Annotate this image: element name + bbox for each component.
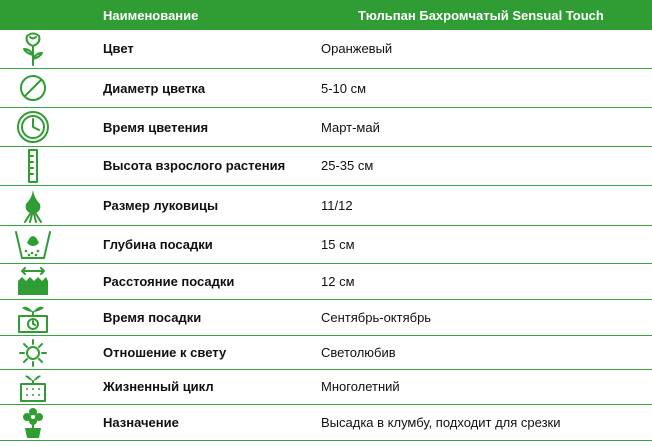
table-row bbox=[0, 108, 652, 147]
lifecycle-calendar-icon bbox=[10, 370, 56, 404]
row-value: 11/12 bbox=[321, 198, 353, 213]
row-value: Высадка в клумбу, подходит для срезки bbox=[321, 415, 561, 430]
diameter-icon bbox=[10, 69, 56, 107]
table-header bbox=[0, 0, 652, 30]
planting-distance-icon bbox=[10, 264, 56, 299]
row-value: Сентябрь-октябрь bbox=[321, 310, 432, 325]
table-row bbox=[0, 226, 652, 264]
row-label: Диаметр цветка bbox=[103, 81, 206, 96]
row-label: Отношение к свету bbox=[103, 345, 227, 360]
table-row bbox=[0, 264, 652, 300]
row-value: 12 см bbox=[321, 274, 355, 289]
row-label: Размер луковицы bbox=[103, 198, 219, 213]
flower-pot-icon bbox=[10, 405, 56, 440]
row-value: 25-35 см bbox=[321, 158, 374, 173]
table-row bbox=[0, 147, 652, 186]
table-row bbox=[0, 405, 652, 441]
row-label: Время посадки bbox=[103, 310, 202, 325]
row-value: 15 см bbox=[321, 237, 355, 252]
rose-icon bbox=[10, 30, 56, 68]
table-row bbox=[0, 186, 652, 226]
row-value: Оранжевый bbox=[321, 41, 393, 56]
clock-icon bbox=[10, 108, 56, 146]
sun-icon bbox=[10, 336, 56, 369]
row-label: Жизненный цикл bbox=[103, 379, 214, 394]
row-label: Высота взрослого растения bbox=[103, 158, 286, 173]
row-value: Март-май bbox=[321, 120, 380, 135]
table-row bbox=[0, 300, 652, 336]
row-value: Светолюбив bbox=[321, 345, 396, 360]
table-row bbox=[0, 336, 652, 370]
row-label: Глубина посадки bbox=[103, 237, 213, 252]
row-label: Назначение bbox=[103, 415, 179, 430]
row-label: Расстояние посадки bbox=[103, 274, 235, 289]
row-label: Цвет bbox=[103, 41, 134, 56]
table-row bbox=[0, 30, 652, 69]
planting-depth-icon bbox=[10, 226, 56, 263]
row-value: 5-10 см bbox=[321, 81, 367, 96]
header-value: Тюльпан Бахромчатый Sensual Touch bbox=[358, 8, 604, 23]
header-name: Наименование bbox=[103, 8, 199, 23]
bulb-icon bbox=[10, 186, 56, 225]
table-row bbox=[0, 370, 652, 405]
row-value: Многолетний bbox=[321, 379, 400, 394]
planting-time-icon bbox=[10, 300, 56, 335]
row-label: Время цветения bbox=[103, 120, 209, 135]
ruler-icon bbox=[10, 147, 56, 185]
table-row bbox=[0, 69, 652, 108]
